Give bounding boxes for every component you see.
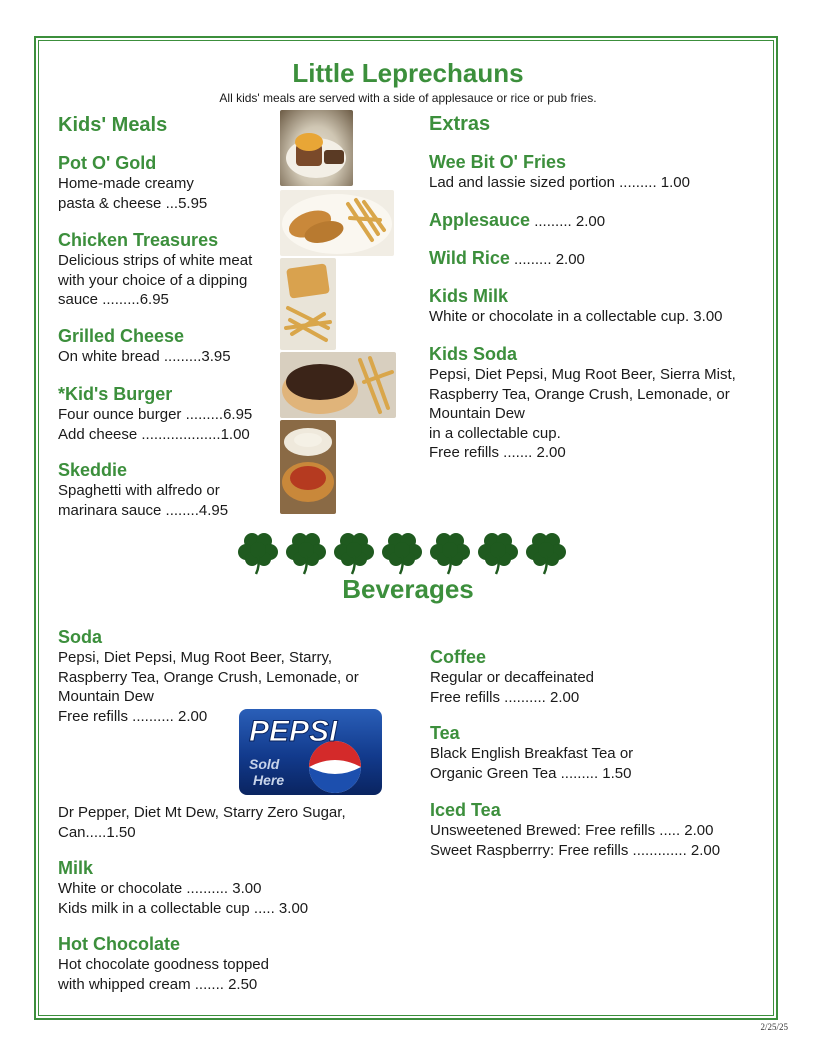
item-description: Unsweetened Brewed: Free refills ..... 2.00 Sweet Raspberrry: Free refills ............. 2.00 — [430, 822, 721, 859]
beverages-heading: Beverages — [342, 574, 474, 604]
item-price: ......... 2.00 — [530, 213, 606, 230]
item-name: Skeddie — [58, 460, 128, 480]
item-name: Wee Bit O' Fries — [429, 152, 566, 172]
kids-meal-item — [58, 230, 252, 310]
pepsi-sold-text: Sold — [249, 756, 280, 772]
extras-item — [429, 248, 585, 269]
beverage-item — [58, 858, 308, 918]
item-description: Home-made creamy pasta & cheese ...5.95 — [58, 175, 208, 212]
beverage-item — [430, 647, 594, 707]
pepsi-here-text: Here — [253, 772, 285, 788]
item-name: Pot O' Gold — [58, 153, 157, 173]
beverage-item — [430, 723, 633, 783]
item-description: White or chocolate .......... 3.00 Kids milk in a collectable cup ..... 3.00 — [58, 880, 309, 917]
item-price: ......... 2.00 — [509, 251, 585, 268]
extras-item — [429, 210, 605, 231]
beverage-item — [58, 934, 269, 994]
kids-meals-heading: Kids' Meals — [58, 114, 168, 136]
extras-item — [429, 344, 736, 463]
grilled-cheese-photo — [280, 258, 336, 350]
item-name: Coffee — [430, 647, 487, 667]
extras-item — [429, 152, 690, 193]
kids-meal-item — [58, 326, 231, 367]
item-description: Pepsi, Diet Pepsi, Mug Root Beer, Sierra Mist, Raspberry Tea, Orange Crush, Lemonade, or Mountain Dew in a collectable cup. Free refills ....... 2.00 — [429, 366, 736, 461]
extras-heading: Extras — [429, 113, 491, 135]
menu-title: Little Leprechauns — [292, 58, 524, 88]
item-description: Lad and lassie sized portion ......... 1.00 — [429, 174, 690, 191]
chicken-strips-photo — [280, 190, 394, 256]
item-name: Milk — [58, 858, 94, 878]
item-name: Soda — [58, 627, 103, 647]
extras-item — [429, 286, 723, 327]
kids-meal-item — [58, 384, 252, 444]
item-description: Hot chocolate goodness topped with whipped cream ....... 2.50 — [58, 956, 269, 993]
shamrock-divider — [238, 526, 578, 576]
item-description: On white bread .........3.95 — [58, 348, 231, 365]
item-name: Hot Chocolate — [58, 934, 181, 954]
item-description: Black English Breakfast Tea or Organic Green Tea ......... 1.50 — [430, 745, 634, 782]
footer-date: 2/25/25 — [760, 1022, 788, 1032]
item-name: *Kid's Burger — [58, 384, 173, 404]
kids-meal-item — [58, 153, 207, 213]
item-description: Regular or decaffeinated Free refills .......... 2.00 — [430, 669, 595, 706]
menu-subtitle: All kids' meals are served with a side of applesauce or rice or pub fries. — [219, 91, 597, 105]
beverage-item — [430, 800, 720, 860]
item-description: Dr Pepper, Diet Mt Dew, Starry Zero Sugar, Can.....1.50 — [58, 804, 346, 841]
pasta-photo — [280, 110, 353, 186]
pepsi-brand-text: PEPSI — [249, 715, 338, 748]
item-description: Four ounce burger .........6.95 Add cheese ...................1.00 — [58, 406, 253, 443]
pepsi-logo — [239, 709, 382, 795]
spaghetti-photo — [280, 420, 336, 514]
item-name: Iced Tea — [430, 800, 501, 820]
item-name: Kids Milk — [429, 286, 509, 306]
item-description: Pepsi, Diet Pepsi, Mug Root Beer, Starry, Raspberry Tea, Orange Crush, Lemonade, or Mountain Dew Free refills .......... 2.00 — [58, 649, 359, 725]
item-name: Grilled Cheese — [58, 326, 185, 346]
item-name: Applesauce — [429, 210, 531, 230]
item-name: Wild Rice — [429, 248, 510, 268]
kids-meal-item — [58, 460, 228, 520]
beverage-item — [58, 803, 346, 842]
burger-photo — [280, 352, 396, 418]
item-name: Kids Soda — [429, 344, 518, 364]
item-description: White or chocolate in a collectable cup. 3.00 — [429, 308, 723, 325]
item-description: Spaghetti with alfredo or marinara sauce ........4.95 — [58, 482, 229, 519]
item-description: Delicious strips of white meat with your choice of a dipping sauce .........6.95 — [58, 252, 253, 308]
item-name: Tea — [430, 723, 460, 743]
item-name: Chicken Treasures — [58, 230, 219, 250]
